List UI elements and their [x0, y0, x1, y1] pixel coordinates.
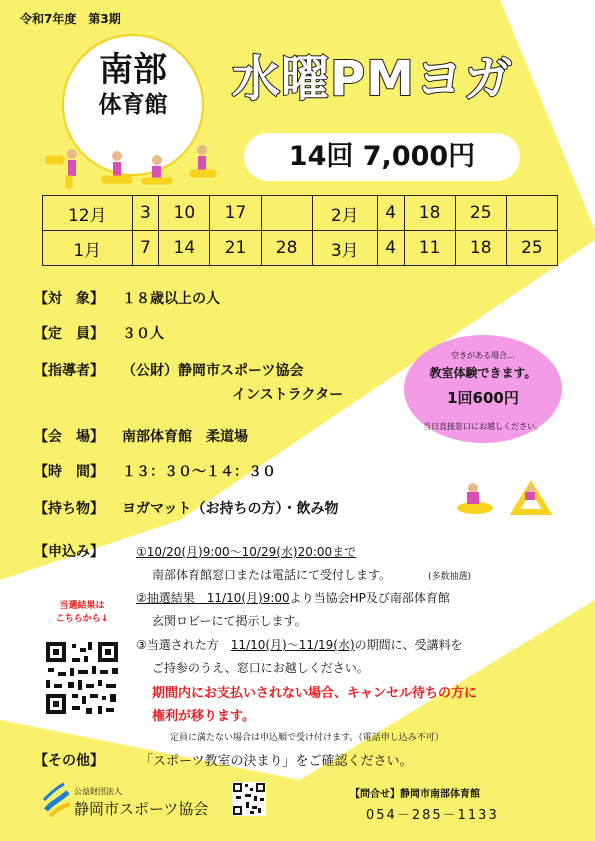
qr-note-line1: 当選結果は	[59, 601, 105, 611]
qr-note-line2: こちらから↓	[55, 614, 109, 624]
price-badge: 14回 7,000円	[244, 133, 520, 181]
qr-note	[42, 600, 122, 626]
trial-instruction: 当日直接窓口にお越しください。	[423, 422, 543, 431]
application-label: 【申込み】	[34, 544, 104, 560]
table-cell: 2月	[312, 196, 377, 231]
schedule-table	[42, 195, 558, 266]
venue-name: 南部	[99, 50, 167, 90]
table-cell: 10	[159, 196, 210, 231]
table-cell: 12月	[43, 196, 133, 231]
org-type: 公益財団法人	[74, 787, 122, 796]
payment-line	[136, 636, 463, 653]
time-label: 【時 間】	[34, 464, 104, 480]
application-period: ①10/20(月)9:00～10/29(水)20:00まで	[136, 545, 357, 559]
table-cell: 3月	[312, 231, 377, 266]
instructor-label: 【指導者】	[34, 363, 104, 379]
place-label: 【会 場】	[34, 429, 104, 445]
qr-code-results[interactable]	[42, 638, 122, 718]
trial-text: 教室体験できます。	[429, 366, 537, 380]
qr-code-footer[interactable]	[232, 782, 266, 816]
table-cell: 4	[377, 196, 404, 231]
table-cell: 17	[210, 196, 261, 231]
warning-line2: 権利が移ります。	[152, 709, 255, 724]
table-row	[43, 196, 558, 231]
table-cell	[261, 196, 312, 231]
capacity-value: ３０人	[122, 326, 164, 342]
bring-value: ヨガマット（お持ちの方）・飲み物	[122, 501, 339, 517]
term-label: 令和7年度 第3期	[20, 12, 121, 26]
table-cell: 14	[159, 231, 210, 266]
payment-instruction: ご持参のうえ、窓口にお越しください。	[152, 661, 369, 675]
target-value: １８歳以上の人	[122, 291, 220, 307]
trial-price: 1回600円	[447, 389, 519, 407]
other-label: 【その他】	[34, 753, 104, 769]
association-logo-icon	[42, 780, 72, 818]
result-location: 玄関ロビーにて掲示します。	[152, 614, 307, 628]
bring-label: 【持ち物】	[34, 501, 104, 517]
table-cell: 4	[377, 231, 404, 266]
capacity-label: 【定 員】	[34, 326, 104, 342]
payment-head: ③当選された方	[136, 638, 231, 652]
yoga-pose-illustration	[455, 478, 555, 518]
warning-line1: 期間内にお支払いされない場合、キャンセル待ちの方に	[152, 686, 478, 701]
table-cell: 21	[210, 231, 261, 266]
result-date: ②抽選結果 11/10(月)9:00	[136, 591, 290, 605]
place-value: 南部体育館 柔道場	[122, 429, 248, 445]
org-name: 静岡市スポーツ協会	[74, 800, 209, 818]
payment-period: 11/10(月)～11/19(水)	[230, 638, 355, 652]
table-cell: 25	[455, 196, 506, 231]
time-value: １３：３０～１４：３０	[122, 464, 276, 480]
instructor-role: インストラクター	[232, 387, 344, 403]
result-text: より当協会HP及び南部体育館	[289, 591, 450, 605]
table-cell: 7	[132, 231, 159, 266]
phone-number: 054－285－1133	[366, 808, 499, 823]
venue-building: 体育館	[98, 92, 168, 118]
first-come-note: 定員に満たない場合は申込順で受け付けます。（電話申し込み不可）	[170, 733, 444, 743]
instructor-org: （公財）静岡市スポーツ協会	[122, 363, 304, 379]
table-cell	[506, 196, 557, 231]
lottery-note: (多数抽選)	[428, 572, 472, 582]
class-title: 水曜PMヨガ	[232, 51, 513, 107]
payment-text: の期間に、受講料を	[354, 638, 463, 652]
result-line	[136, 589, 450, 606]
trial-bubble	[404, 335, 562, 443]
table-cell: 28	[261, 231, 312, 266]
table-cell: 11	[404, 231, 455, 266]
table-cell: 18	[404, 196, 455, 231]
table-cell: 25	[506, 231, 557, 266]
yoga-figures-illustration	[42, 140, 222, 190]
trial-note: 空きがある場合…	[451, 351, 515, 360]
target-label: 【対 象】	[34, 291, 104, 307]
other-text: 「スポーツ教室の決まり」をご確認ください。	[140, 754, 413, 769]
application-method: 南部体育館窓口または電話にて受付します。	[152, 568, 392, 582]
inquiry-label: 【問合せ】静岡市南部体育館	[350, 789, 480, 800]
table-cell: 1月	[43, 231, 133, 266]
table-cell: 3	[132, 196, 159, 231]
table-cell: 18	[455, 231, 506, 266]
table-row	[43, 231, 558, 266]
